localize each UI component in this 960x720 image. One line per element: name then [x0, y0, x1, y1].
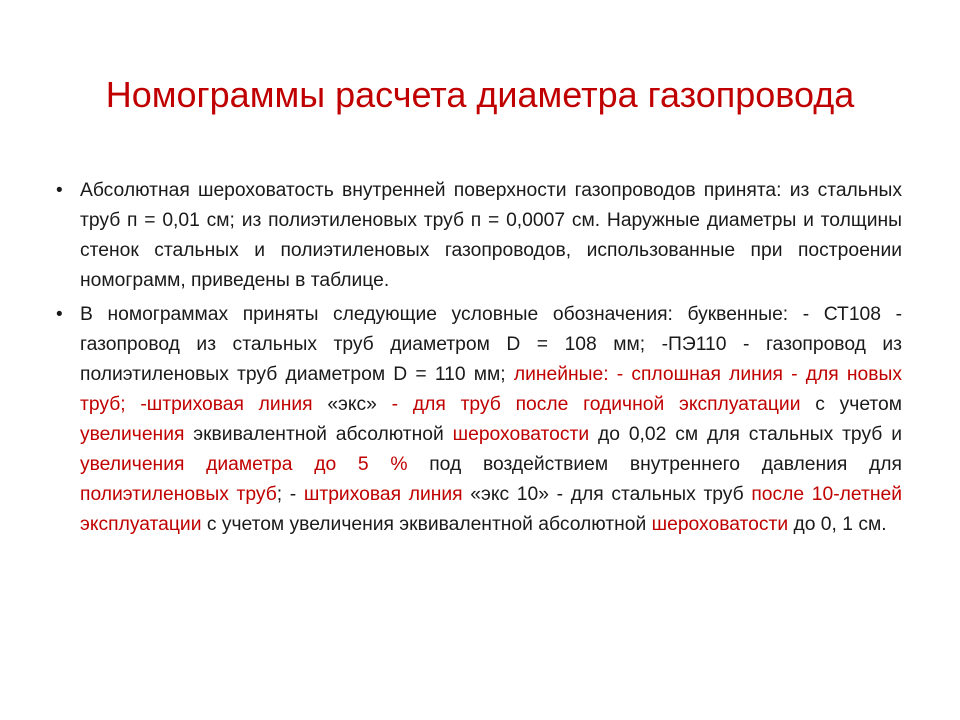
bullet-list	[54, 176, 902, 544]
text-segment: эквивалентной абсолютной	[184, 424, 453, 445]
text-segment: с учетом	[800, 394, 903, 415]
slide-title: Номограммы расчета диаметра газопровода	[105, 74, 855, 115]
bullet-item-roughness	[54, 176, 902, 296]
text-segment-highlight: шероховатости	[651, 514, 789, 535]
text-segment: ; -	[276, 484, 304, 505]
text-segment: В номограммах приняты следующие условные обозначения: буквенные: - СТ108 - газопровод из стальных труб диаметром D = 108 мм; -ПЭ110 - газопровод из полиэтиленовых труб диаметром D = 110 мм;	[80, 304, 902, 385]
text-segment: с учетом увеличения эквивалентной абсолютной	[201, 514, 652, 535]
text-segment-highlight: штриховая линия	[303, 484, 463, 505]
text-segment-highlight: полиэтиленовых труб	[80, 484, 277, 505]
bullet-icon: •	[56, 180, 63, 201]
text-segment: до 0,02 см для стальных труб и	[589, 424, 902, 445]
text-segment: «экс 10» - для стальных труб	[462, 484, 752, 505]
text-segment: «экс»	[327, 394, 377, 415]
bullet-icon: •	[56, 304, 63, 325]
text-segment-highlight: увеличения	[80, 424, 185, 445]
text-segment-highlight: после 10-летней эксплуатации	[80, 484, 902, 535]
text-segment-highlight: линейные: - сплошная линия - для новых труб; -штриховая линия	[80, 364, 902, 415]
text-segment-highlight: увеличения диаметра до 5 %	[80, 454, 408, 475]
text-segment: до 0, 1 см.	[788, 514, 887, 535]
bullet-item-notation	[54, 300, 902, 540]
text-segment-highlight: шероховатости	[452, 424, 590, 445]
text-segment: под воздействием внутреннего давления для	[407, 454, 903, 475]
bullet-text: Абсолютная шероховатость внутренней поверхности газопроводов принята: из стальных труб п = 0,01 см; из полиэтиленовых труб п = 0,0007 см. Наружные диаметры и толщины стенок стальных и полиэтиленовых газопроводов, использованные при построении номограмм, приведены в таблице.	[80, 180, 902, 291]
text-segment-highlight: - для труб после годичной эксплуатации	[376, 394, 801, 415]
